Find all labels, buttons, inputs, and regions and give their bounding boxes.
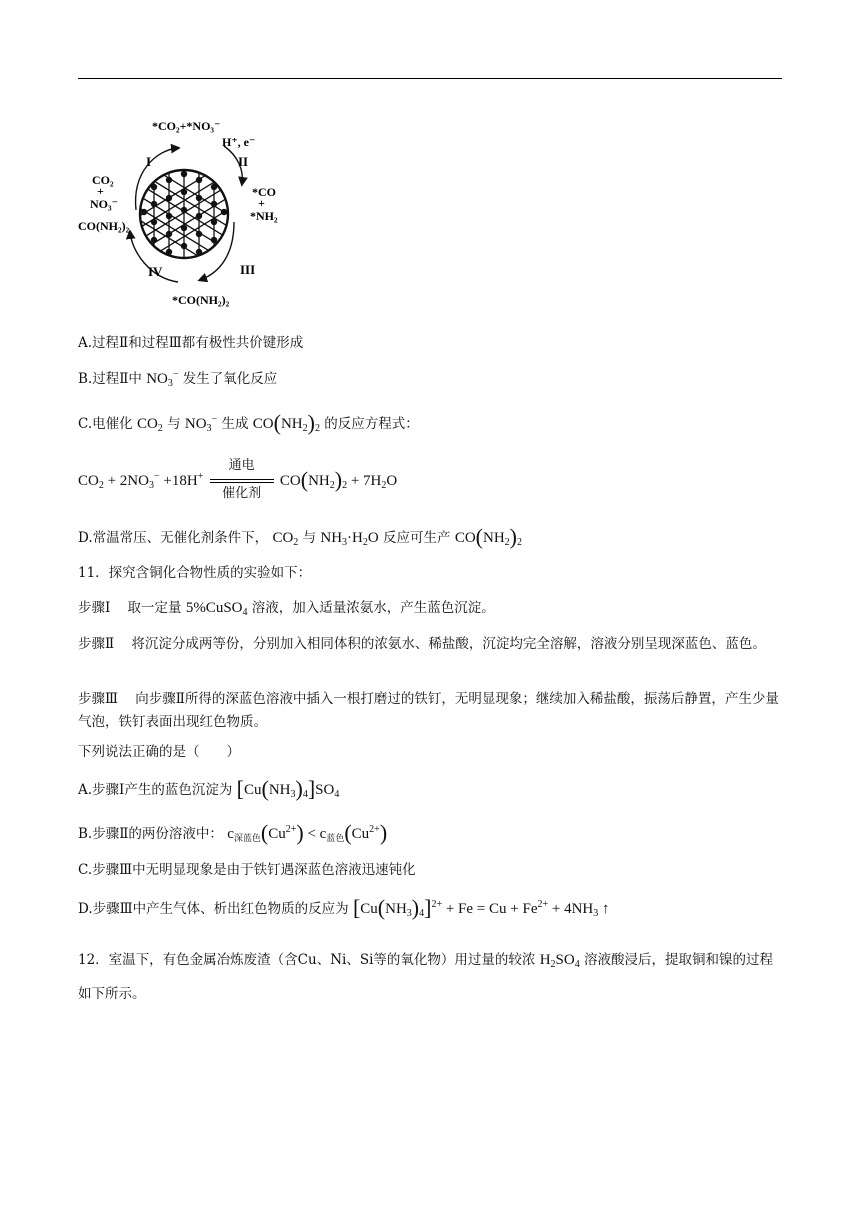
formula-nitrate: $NO_3^-$ <box>184 414 218 434</box>
q11-option-a: A.步骤Ⅰ产生的蓝色沉淀为 $[Cu(NH_3)_4]SO_4$ <box>78 776 340 801</box>
q10-option-c: C.电催化 $CO_2$ 与 $NO_3^-$ 生成 $CO(NH_2)_2$ 的反应方程式： <box>78 410 419 435</box>
header-rule <box>78 78 782 79</box>
top-species: *CO₂+*NO₃⁻ <box>152 119 221 133</box>
formula-co2: $CO_2$ <box>272 530 299 548</box>
formula-co2: $CO_2$ <box>136 416 163 434</box>
q11-step1: 步骤Ⅰ 取一定量 5%CuSO$_4$ 溶液，加入适量浓氨水，产生蓝色沉淀。 <box>78 600 495 618</box>
formula-cuso4: 5%CuSO$_4$ <box>185 600 248 618</box>
top-right-label: H⁺, e⁻ <box>222 135 256 149</box>
formula-sulfuric-acid: $H_2SO_4$ <box>539 952 580 970</box>
concentration-comparison: $c_{深蓝色}(Cu^{2+}) < c_{蓝色}(Cu^{2+})$ <box>227 820 388 845</box>
left-product: CO(NH₂)₂ <box>78 219 130 233</box>
q11-question: 下列说法正确的是（ ） <box>78 744 240 760</box>
equation-reactants: $CO_2 + 2NO_3^- +18H^+$ <box>78 470 204 491</box>
right-species-1: *CO <box>252 185 276 199</box>
q11-step3: 步骤Ⅲ 向步骤Ⅱ所得的深蓝色溶液中插入一根打磨过的铁钉，无明显现象；继续加入稀盐酸，振荡后静置，产生少量气泡，铁钉表面出现红色物质。 <box>78 691 779 730</box>
q11-option-c: C.步骤Ⅲ中无明显现象是由于铁钉遇深蓝色溶液迅速钝化 <box>78 862 416 878</box>
q10-option-a: A.过程Ⅱ和过程Ⅲ都有极性共价键形成 <box>78 335 304 351</box>
step-label-2: II <box>238 154 249 169</box>
q11-stem: 11．探究含铜化合物性质的实验如下： <box>78 565 312 581</box>
q10-option-d: D.常温常压、无催化剂条件下， $CO_2$ 与 $NH_3\cdot H_2O$ 反应可生产 $CO(NH_2)_2$ <box>78 524 522 549</box>
q10-equation <box>78 458 398 501</box>
formula-reaction: $[Cu(NH_3)_4]^{2+} + Fe = Cu + Fe^{2+} + 4NH_3$ ↑ <box>352 895 610 920</box>
q11-option-b: B.步骤Ⅱ的两份溶液中： $c_{深蓝色}(Cu^{2+}) < c_{蓝色}(Cu^{2+})$ <box>78 820 388 845</box>
right-plus: + <box>258 196 265 210</box>
formula-nitrate: $NO_3^-$ <box>146 369 179 389</box>
step-label-4: IV <box>148 264 163 279</box>
right-species-2: *NH₂ <box>250 209 278 223</box>
reaction-cycle-diagram <box>74 112 278 312</box>
formula-tetraamminecopper-sulfate: $[Cu(NH_3)_4]SO_4$ <box>236 776 340 801</box>
left-plus: + <box>97 184 104 198</box>
bottom-species: *CO(NH₂)₂ <box>172 293 230 307</box>
q10-option-b: B.过程Ⅱ中 $NO_3^-$ 发生了氧化反应 <box>78 369 278 389</box>
equation-arrow: 通电 催化剂 <box>210 466 274 496</box>
left-species-2: NO₃⁻ <box>90 197 118 211</box>
q11-step2: 步骤Ⅱ 将沉淀分成两等份，分别加入相同体积的浓氨水、稀盐酸，沉淀均完全溶解，溶液分别呈现深蓝色、蓝色。 <box>78 636 766 652</box>
q11-option-d: D.步骤Ⅲ中产生气体、析出红色物质的反应为 $[Cu(NH_3)_4]^{2+} + Fe = Cu + Fe^{2+} + 4NH_3$ ↑ <box>78 895 610 920</box>
formula-urea: $CO(NH_2)_2$ <box>252 410 320 435</box>
step-label-3: III <box>240 262 256 277</box>
q12-line1: 12．室温下，有色金属冶炼废渣（含Cu、Ni、Si等的氧化物）用过量的较浓 $H_2SO_4$ 溶液酸浸后，提取铜和镍的过程如下所示。 <box>78 952 774 1002</box>
formula-urea: $CO(NH_2)_2$ <box>454 524 522 549</box>
equation-products: $CO(NH_2)_2 + 7H_2O$ <box>279 466 398 492</box>
step-label-1: I <box>146 154 152 169</box>
left-species-1: CO₂ <box>92 173 114 187</box>
formula-ammonia-hydrate: $NH_3\cdot H_2O$ <box>320 530 379 548</box>
